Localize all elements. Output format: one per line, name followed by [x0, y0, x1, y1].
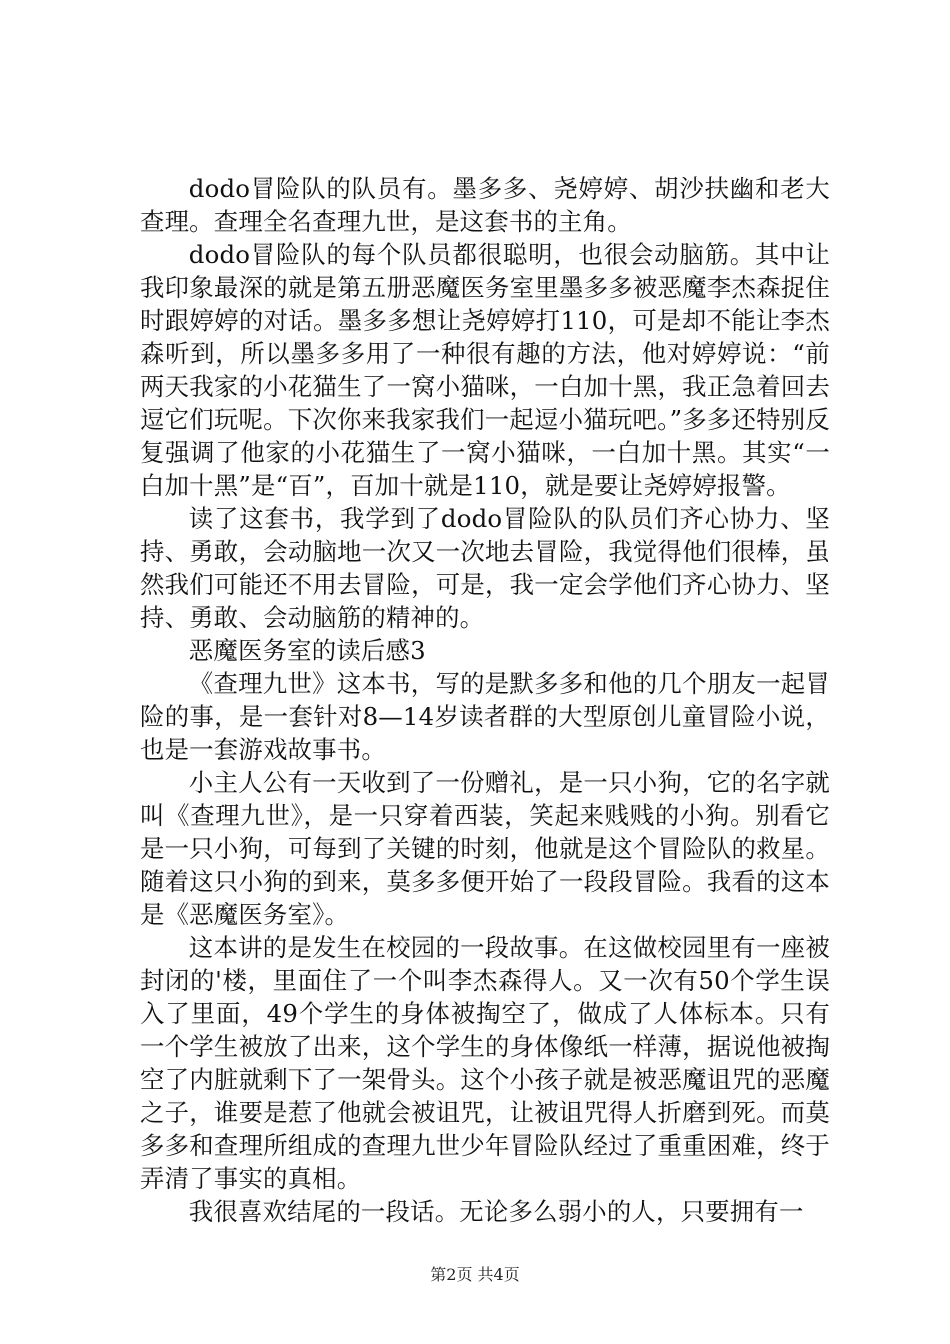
section-heading: 恶魔医务室的读后感3 [188, 636, 426, 665]
paragraph: 读了这套书，我学到了dodo冒险队的队员们齐心协力、坚持、勇敢，会动脑地一次又一次地去冒险，我觉得他们很棒，虽然我们可能还不用去冒险，可是，我一定会学他们齐心协力、坚持、勇敢、会动脑筋的精神的。 [140, 504, 830, 632]
page-number: 第2页 共4页 [430, 1265, 520, 1284]
document-body [140, 172, 830, 1228]
paragraph: 《查理九世》这本书，写的是默多多和他的几个朋友一起冒险的事，是一套针对8—14岁读者群的大型原创儿童冒险小说，也是一套游戏故事书。 [140, 669, 830, 764]
paragraph: 我很喜欢结尾的一段话。无论多么弱小的人，只要拥有一 [188, 1197, 804, 1226]
paragraph: 小主人公有一天收到了一份赠礼，是一只小狗，它的名字就叫《查理九世》，是一只穿着西装，笑起来贱贱的小狗。别看它是一只小狗，可每到了关键的时刻，他就是这个冒险队的救星。随着这只小狗的到来，莫多多便开始了一段段冒险。我看的这本是《恶魔医务室》。 [140, 768, 830, 929]
paragraph: dodo冒险队的每个队员都很聪明，也很会动脑筋。其中让我印象最深的就是第五册恶魔医务室里墨多多被恶魔李杰森捉住时跟婷婷的对话。墨多多想让尧婷婷打110，可是却不能让李杰森听到，所以墨多多用了一种很有趣的方法，他对婷婷说：“前两天我家的小花猫生了一窝小猫咪，一白加十黑，我正急着回去逗它们玩呢。下次你来我家我们一起逗小猫玩吧。”多多还特别反复强调了他家的小花猫生了一窝小猫咪，一白加十黑。其实“一白加十黑”是“百”，百加十就是110，就是要让尧婷婷报警。 [140, 240, 830, 500]
paragraph: dodo冒险队的队员有。墨多多、尧婷婷、胡沙扶幽和老大查理。查理全名查理九世，是这套书的主角。 [140, 174, 830, 236]
paragraph: 这本讲的是发生在校园的一段故事。在这做校园里有一座被封闭的'楼，里面住了一个叫李杰森得人。又一次有50个学生误入了里面，49个学生的身体被掏空了，做成了人体标本。只有一个学生被放了出来，这个学生的身体像纸一样薄，据说他被掏空了内脏就剩下了一架骨头。这个小孩子就是被恶魔诅咒的恶魔之子，谁要是惹了他就会被诅咒，让被诅咒得人折磨到死。而莫多多和查理所组成的查理九世少年冒险队经过了重重困难，终于弄清了事实的真相。 [140, 933, 830, 1193]
